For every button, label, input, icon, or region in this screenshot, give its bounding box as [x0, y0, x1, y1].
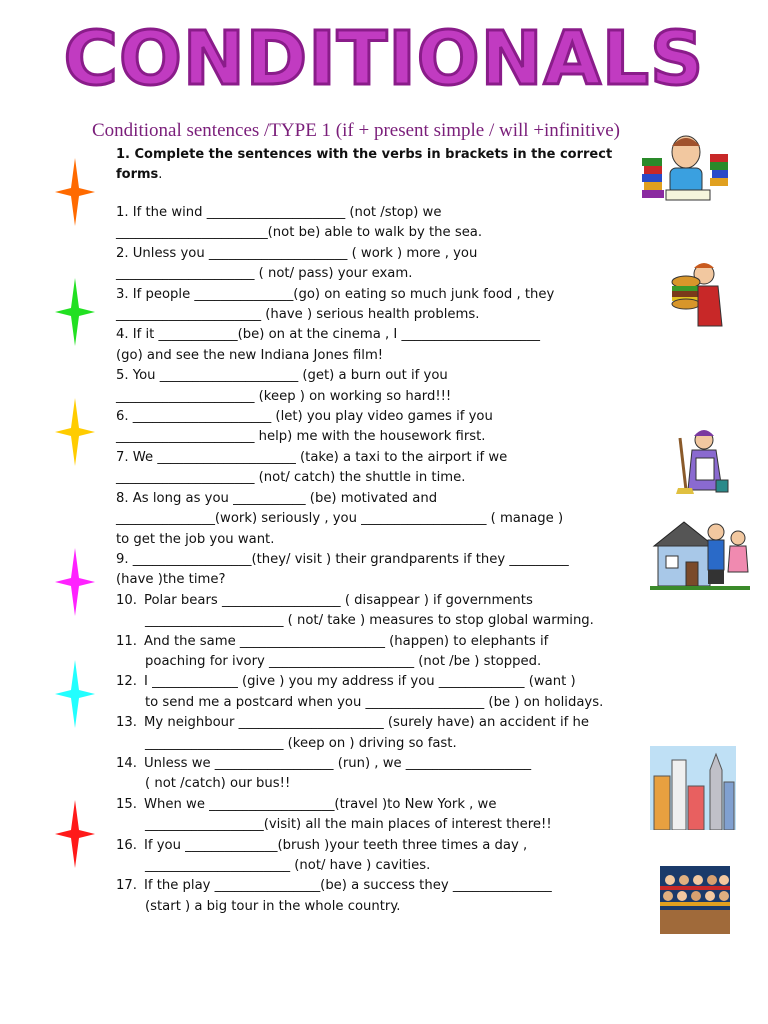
exercise-line — [116, 713, 676, 733]
house-family-icon — [650, 516, 750, 590]
exercise-line — [116, 876, 676, 896]
city-skyline-icon — [650, 746, 736, 830]
exercise-line: 5. You _____________________ (get) a burn out if you — [116, 368, 448, 384]
cleaning-lady-icon — [672, 428, 732, 496]
exercise-line — [116, 632, 676, 652]
exercise-line: _____________________ ( not/ pass) your exam. — [116, 266, 413, 282]
item-text: My neighbour ______________________ (surely have) an accident if he — [144, 715, 589, 731]
item-number: 14. — [116, 755, 137, 771]
exercise-line — [116, 836, 676, 856]
item-number: 17. — [116, 878, 137, 894]
exercise-line: ( not /catch) our bus!! — [145, 776, 291, 792]
exercise-line: 6. _____________________ (let) you play video games if you — [116, 409, 493, 425]
page-title: CONDITIONALS — [63, 16, 705, 102]
item-text: If the play ________________(be) a success they _______________ — [144, 878, 552, 894]
instruction-dot: . — [158, 167, 163, 182]
instruction-tail: forms — [116, 167, 159, 182]
exercise-line: 7. We _____________________ (take) a taxi to the airport if we — [116, 449, 508, 465]
theatre-audience-icon — [660, 866, 730, 934]
instruction-text: Complete the sentences with the verbs in brackets in the correct — [129, 147, 613, 162]
exercise-line: (start ) a big tour in the whole country. — [145, 898, 401, 914]
item-text: Unless we __________________ (run) , we ___________________ — [144, 755, 532, 771]
item-number: 15. — [116, 796, 137, 812]
burger-man-icon — [668, 262, 726, 328]
item-text: Polar bears __________________ ( disappear ) if governments — [144, 592, 533, 608]
exercise-line — [116, 795, 676, 815]
star-green-icon — [55, 278, 95, 346]
exercise-line: poaching for ivory ______________________ (not /be ) stopped. — [145, 653, 542, 669]
exercise-line: _______________(work) seriously , you ___________________ ( manage ) — [116, 511, 564, 527]
star-orange-icon — [55, 158, 95, 226]
item-number: 16. — [116, 837, 137, 853]
exercise-line: ______________________ (have ) serious health problems. — [116, 307, 480, 323]
exercise-list — [116, 203, 676, 917]
item-number: 10. — [116, 592, 137, 608]
exercise-line: to get the job you want. — [116, 531, 275, 547]
exercise-line: to send me a postcard when you __________________ (be ) on holidays. — [145, 694, 604, 710]
exercise-line: __________________(visit) all the main places of interest there!! — [145, 817, 552, 833]
page-subtitle: Conditional sentences /TYPE 1 (if + present simple / will +infinitive) — [92, 120, 621, 141]
exercise-line: _____________________ (not/ catch) the shuttle in time. — [116, 470, 466, 486]
exercise-line: 8. As long as you ___________ (be) motivated and — [116, 490, 438, 506]
exercise-line: 9. __________________(they/ visit ) their grandparents if they _________ — [116, 551, 569, 567]
exercise-line — [116, 672, 676, 692]
star-magenta-icon — [55, 548, 95, 616]
item-number: 11. — [116, 633, 137, 649]
exercise-line — [116, 754, 676, 774]
exercise-line: _______________________(not be) able to walk by the sea. — [116, 225, 483, 241]
star-yellow-icon — [55, 398, 95, 466]
exercise-line — [116, 591, 676, 611]
instructions — [116, 145, 656, 185]
exercise-line: _____________________ (keep on ) driving so fast. — [145, 735, 457, 751]
exercise-line: (have )the time? — [116, 572, 226, 588]
exercise-line: (go) and see the new Indiana Jones film! — [116, 347, 384, 363]
exercise-line: 1. If the wind _____________________ (not /stop) we — [116, 205, 442, 220]
star-cyan-icon — [55, 660, 95, 728]
exercise-line: ______________________ (not/ have ) cavities. — [145, 858, 431, 873]
star-red-icon — [55, 800, 95, 868]
item-text: When we ___________________(travel )to New York , we — [144, 796, 497, 812]
item-text: And the same ______________________ (happen) to elephants if — [144, 633, 549, 649]
exercise-line: _____________________ ( not/ take ) measures to stop global warming. — [145, 613, 594, 629]
student-books-icon — [640, 128, 732, 204]
item-text: I _____________ (give ) you my address if you _____________ (want ) — [144, 674, 576, 690]
exercise-line: _____________________ (keep ) on working so hard!!! — [116, 388, 452, 404]
item-text: If you ______________(brush )your teeth three times a day , — [144, 837, 528, 853]
exercise-line: 4. If it ____________(be) on at the cinema , I _____________________ — [116, 327, 540, 343]
exercise-line: 2. Unless you _____________________ ( work ) more , you — [116, 245, 478, 261]
exercise-line: _____________________ help) me with the housework first. — [116, 429, 486, 445]
exercise-line: 3. If people _______________(go) on eating so much junk food , they — [116, 286, 555, 302]
item-number: 13. — [116, 715, 137, 731]
item-number: 12. — [116, 674, 137, 690]
instruction-number: 1. — [116, 147, 130, 162]
